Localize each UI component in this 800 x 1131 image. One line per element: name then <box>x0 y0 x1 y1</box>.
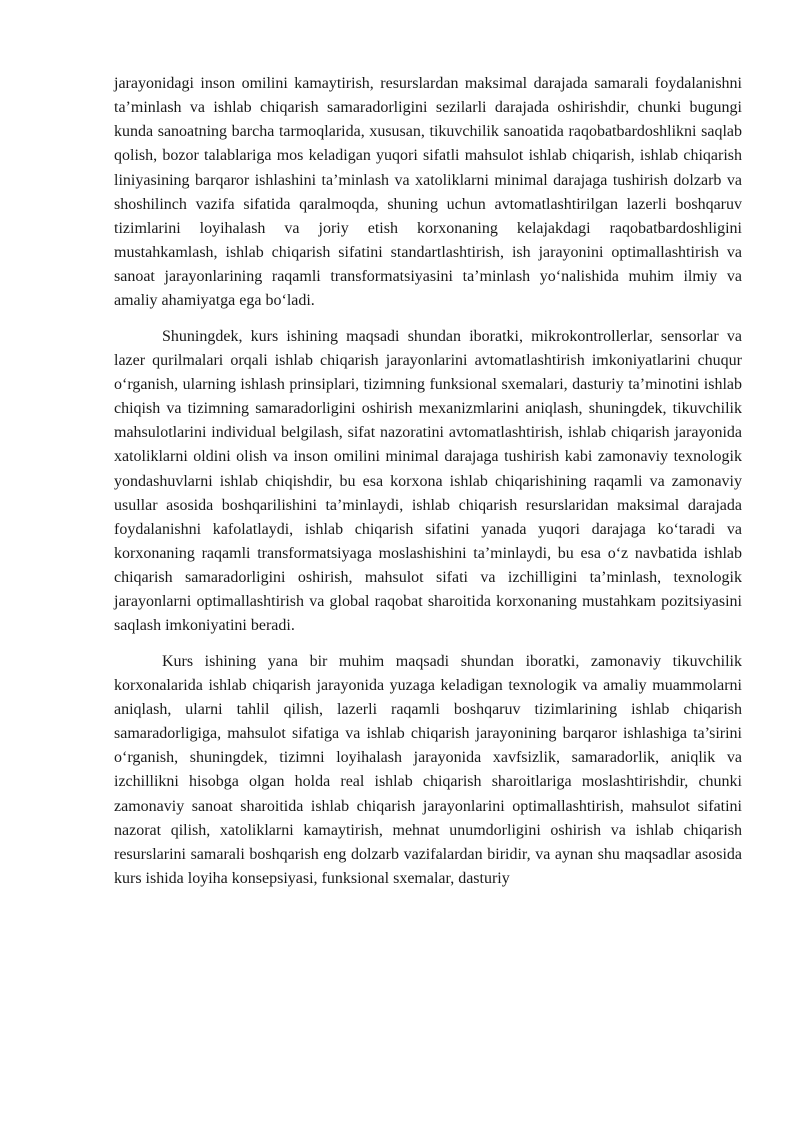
document-page <box>114 72 742 891</box>
paragraph-2: Shuningdek, kurs ishining maqsadi shundan iboratki, mikrokontrollerlar, sensorlar va lazer qurilmalari orqali ishlab chiqarish jarayonlarini avtomatlashtirish imkoniyatlarini chuqur o‘rganish, ularning ishlash prinsiplari, tizimning funksional sxemalari, dasturiy ta’minotini ishlab chiqish va tizimning samaradorligini oshirish mexanizmlarini aniqlash, shuningdek, tikuvchilik mahsulotlarini individual belgilash, sifat nazoratini avtomatlashtirish, ishlab chiqarish jarayonida xatoliklarni oldini olish va inson omilini minimal darajaga tushirish kabi zamonaviy texnologik yondashuvlarni ishlab chiqishdir, bu esa korxona ishlab chiqarishining raqamli va zamonaviy usullar asosida boshqarilishini ta’minlaydi, ishlab chiqarish resurslaridan maksimal darajada foydalanishni kafolatlaydi, ishlab chiqarish sifatini yanada yuqori darajaga ko‘taradi va korxonaning raqamli transformatsiyaga moslashishini ta’minlaydi, bu esa o‘z navbatida ishlab chiqarish samaradorligini oshirish, mahsulot sifati va izchilligini ta’minlash, texnologik jarayonlarni optimallashtirish va global raqobat sharoitida korxonaning mustahkam pozitsiyasini saqlash imkoniyatini beradi. <box>114 327 742 635</box>
paragraph-1: jarayonidagi inson omilini kamaytirish, resurslardan maksimal darajada samarali foydalanishni ta’minlash va ishlab chiqarish samaradorligini sezilarli darajada oshirishdir, chunki bugungi kunda sanoatning barcha tarmoqlarida, xususan, tikuvchilik sanoatida raqobatbardoshlikni saqlab qolish, bozor talablariga mos keladigan yuqori sifatli mahsulot ishlab chiqarish, ishlab chiqarish liniyasining barqaror ishlashini ta’minlash va xatoliklarni minimal darajaga tushirish dolzarb va shoshilinch vazifa sifatida qaralmoqda, shuning uchun avtomatlashtirilgan lazerli boshqaruv tizimlarini loyihalash va joriy etish korxonaning kelajakdagi raqobatbardoshligini mustahkamlash, ishlab chiqarish sifatini standartlashtirish, ish jarayonini optimallashtirish va sanoat jarayonlarining raqamli transformatsiyasini ta’minlash yo‘nalishida muhim ilmiy va amaliy ahamiyatga ega bo‘ladi. <box>114 75 742 310</box>
paragraph-3: Kurs ishining yana bir muhim maqsadi shundan iboratki, zamonaviy tikuvchilik korxonalarida ishlab chiqarish jarayonida yuzaga keladigan texnologik va amaliy muammolarni aniqlash, ularni tahlil qilish, lazerli raqamli boshqaruv tizimlarining ishlab chiqarish samaradorligiga, mahsulot sifatiga va ishlab chiqarish jarayonining barqaror ishlashiga ta’sirini o‘rganish, shuningdek, tizimni loyihalash jarayonida xavfsizlik, samaradorlik, aniqlik va izchillikni hisobga olgan holda real ishlab chiqarish sharoitlariga moslashtirishdir, chunki zamonaviy sanoat sharoitida ishlab chiqarish jarayonlarini optimallashtirish, mahsulot sifatini nazorat qilish, xatoliklarni kamaytirish, mehnat unumdorligini oshirish va ishlab chiqarish resurslarini samarali boshqarish eng dolzarb vazifalardan biridir, va aynan shu maqsadlar asosida kurs ishida loyiha konsepsiyasi, funksional sxemalar, dasturiy <box>114 652 742 887</box>
